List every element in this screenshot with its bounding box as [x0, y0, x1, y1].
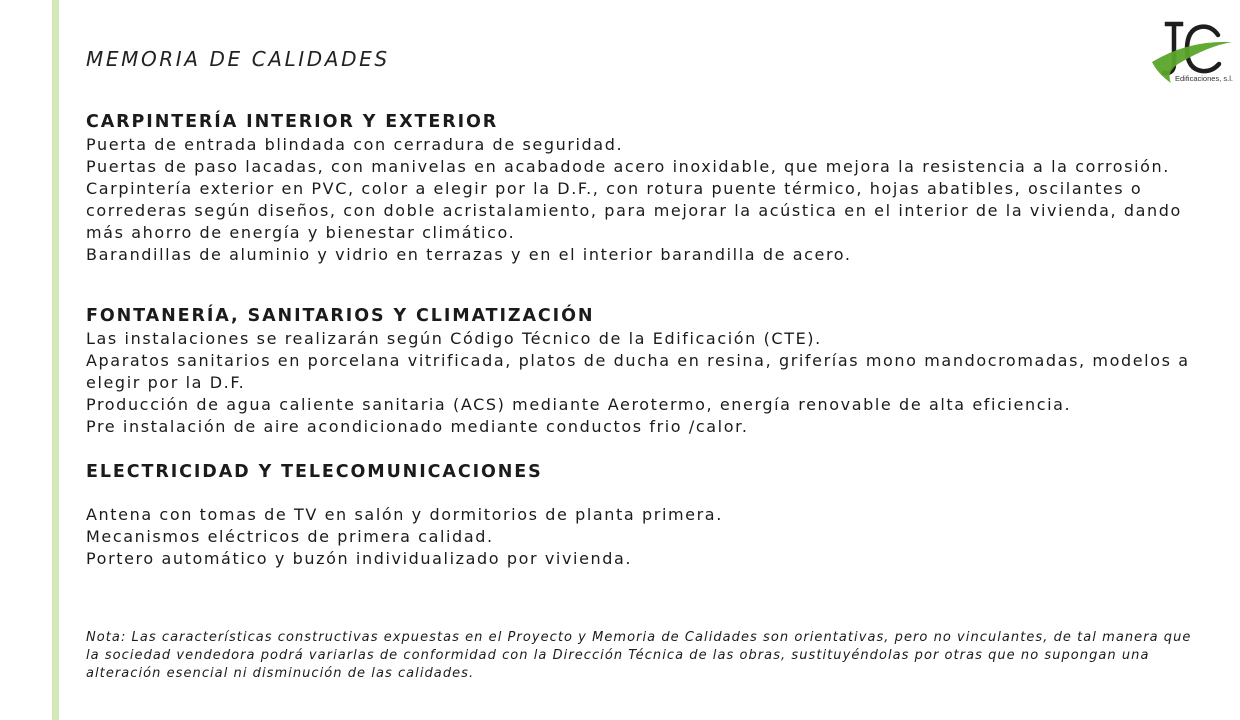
section-paragraph: Puertas de paso lacadas, con manivelas en acabadode acero inoxidable, que mejora la resistencia a la corrosión. [86, 157, 1170, 176]
section-fontaneria [86, 304, 1206, 438]
section-paragraph: Carpintería exterior en PVC, color a elegir por la D.F., con rotura puente térmico, hojas abatibles, oscilantes o correderas según diseños, con doble acristalamiento, para mejorar la acústica en el interior de la vivienda, dando más ahorro de energía y bienestar climático. [86, 179, 1182, 242]
section-heading: CARPINTERÍA INTERIOR Y EXTERIOR [86, 112, 499, 132]
section-carpinteria [86, 110, 1206, 266]
section-paragraph: Mecanismos eléctricos de primera calidad. [86, 527, 494, 546]
section-electricidad [86, 460, 1206, 570]
section-paragraph: Las instalaciones se realizarán según Código Técnico de la Edificación (CTE). [86, 329, 822, 348]
section-paragraph: Pre instalación de aire acondicionado mediante conductos frio /calor. [86, 417, 749, 436]
section-paragraph: Aparatos sanitarios en porcelana vitrificada, platos de ducha en resina, griferías mono mandocromadas, modelos a elegir por la D.F. [86, 351, 1190, 392]
section-paragraph: Portero automático y buzón individualizado por vivienda. [86, 549, 633, 568]
section-paragraph: Barandillas de aluminio y vidrio en terrazas y en el interior barandilla de acero. [86, 245, 852, 264]
disclaimer-note: Nota: Las características constructivas expuestas en el Proyecto y Memoria de Calidades son orientativas, pero no vinculantes, de tal manera que la sociedad vendedora podrá variarlas de conformidad con la Dirección Técnica de las obras, sustituyéndolas por otras que no supongan una alteración esencial ni disminución de las calidades. [86, 630, 1192, 681]
page-title: MEMORIA DE CALIDADES [86, 47, 390, 71]
content [86, 110, 1206, 570]
logo-subtitle: Edificaciones, s.l. [1175, 74, 1233, 83]
section-paragraph: Producción de agua caliente sanitaria (ACS) mediante Aerotermo, energía renovable de alta eficiencia. [86, 395, 1072, 414]
section-paragraph: Antena con tomas de TV en salón y dormitorios de planta primera. [86, 505, 723, 524]
section-heading: FONTANERÍA, SANITARIOS Y CLIMATIZACIÓN [86, 306, 595, 326]
section-paragraph: Puerta de entrada blindada con cerradura de seguridad. [86, 135, 624, 154]
section-heading: ELECTRICIDAD Y TELECOMUNICACIONES [86, 462, 543, 482]
accent-bar [52, 0, 59, 720]
